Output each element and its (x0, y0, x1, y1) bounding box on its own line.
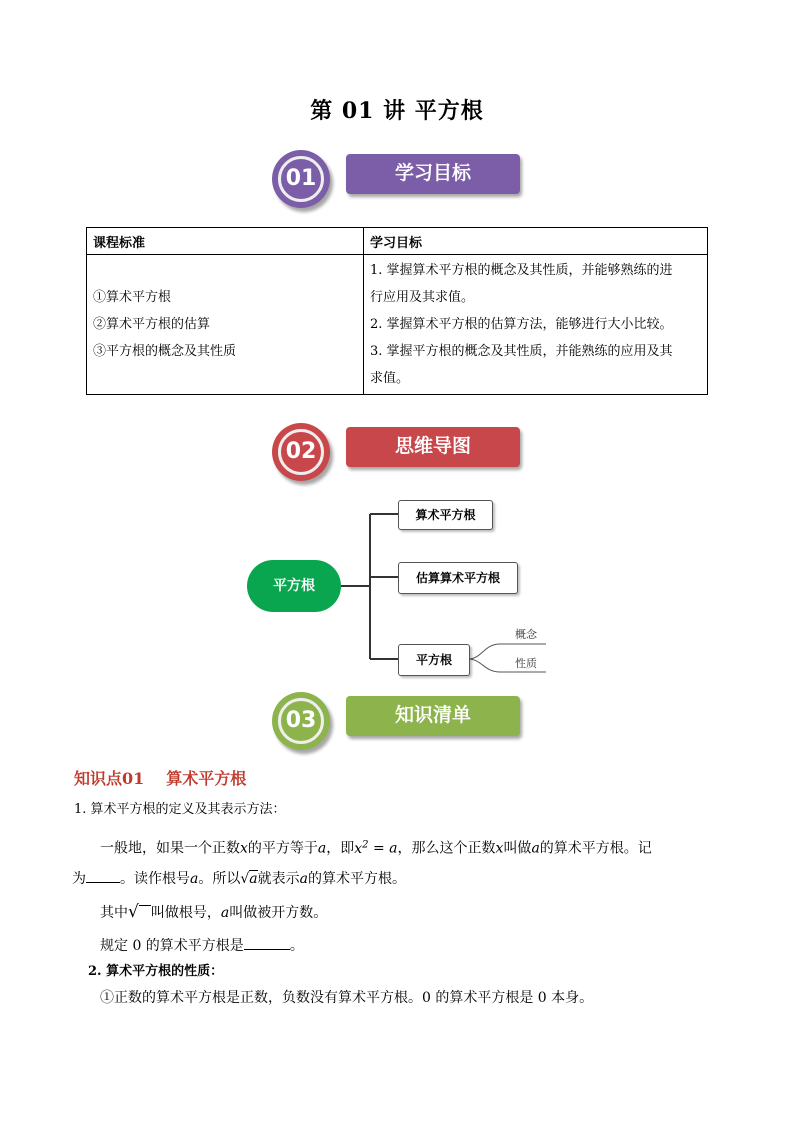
table-header-standards: 课程标准 (87, 228, 364, 255)
section-label: 思维导图 (346, 427, 520, 467)
section-number: 03 (278, 698, 324, 744)
section-number: 02 (278, 429, 324, 475)
item-definition: 1. 算术平方根的定义及其表示方法： (74, 802, 286, 817)
sqrt-a-symbol: √a (240, 871, 258, 887)
knowledge-number: 知识点01 (74, 769, 145, 788)
paragraph-radical (100, 902, 327, 923)
text: 的算术平方根。 (308, 871, 406, 887)
fill-blank (244, 935, 290, 950)
var-a: a (220, 905, 230, 921)
standard-item: ①算术平方根 (93, 290, 172, 305)
radical-sign-icon: √ (128, 902, 151, 922)
mindmap-node-square-root: 平方根 (398, 644, 470, 676)
text: 一般地，如果一个正数 (100, 840, 240, 857)
text: 叫做被开方数。 (229, 905, 328, 921)
text: ，即 (326, 840, 355, 857)
var-a: a (190, 871, 199, 887)
mindmap-leaf-property: 性质 (515, 657, 537, 670)
section-label: 知识清单 (346, 696, 520, 736)
text: 。所以 (198, 871, 241, 887)
goal-line: 1. 掌握算术平方根的概念及其性质，并能够熟练的进 (370, 263, 673, 278)
text: 。 (289, 938, 304, 954)
knowledge-heading (74, 766, 246, 789)
var-x: x (240, 840, 248, 857)
standard-item: ②算术平方根的估算 (93, 317, 211, 332)
mindmap-root: 平方根 (247, 560, 341, 612)
section-label: 学习目标 (346, 154, 520, 194)
text: 。读作根号 (120, 871, 190, 887)
standard-item: ③平方根的概念及其性质 (93, 344, 237, 359)
knowledge-title: 算术平方根 (166, 769, 247, 788)
var-a: a (299, 871, 308, 887)
goal-line: 行应用及其求值。 (370, 290, 475, 305)
mindmap-leaf-concept: 概念 (515, 628, 537, 641)
equation-rhs: = a (373, 840, 398, 857)
page-title: 第 01 讲 平方根 (310, 98, 484, 124)
paragraph-zero-rule (100, 935, 304, 956)
equation-x-squared: $x^2$ (354, 839, 369, 857)
text: 为 (72, 871, 86, 887)
var-x: x (495, 840, 504, 857)
mindmap-node-arithmetic-root: 算术平方根 (398, 500, 493, 530)
text: 就表示 (257, 871, 300, 887)
paragraph-notation (72, 868, 406, 889)
text: 的平方等于 (247, 840, 318, 857)
fill-blank (86, 868, 120, 883)
text: 的算术平方根。记 (539, 840, 652, 857)
var-a: a (531, 840, 540, 857)
section-number-badge (272, 692, 330, 750)
table-header-goals: 学习目标 (364, 228, 708, 255)
section-header-knowledge (270, 692, 530, 752)
mindmap-node-estimate: 估算算术平方根 (398, 562, 518, 594)
goal-line: 2. 掌握算术平方根的估算方法，能够进行大小比较。 (370, 317, 673, 332)
paragraph-property-1: ①正数的算术平方根是正数，负数没有算术平方根。0 的算术平方根是 0 本身。 (100, 990, 594, 1006)
goal-line: 求值。 (370, 371, 410, 386)
text: 叫做 (503, 840, 532, 857)
paragraph-definition (100, 835, 652, 859)
section-number: 01 (278, 156, 324, 202)
goal-line: 3. 掌握平方根的概念及其性质，并能熟练的应用及其 (370, 344, 673, 359)
text: ，那么这个正数 (397, 840, 496, 857)
text: 其中 (100, 905, 128, 921)
var-a: a (317, 840, 327, 857)
text: 叫做根号， (150, 905, 221, 921)
text: 规定 0 的算术平方根是 (100, 938, 244, 954)
item-properties: 2. 算术平方根的性质： (88, 964, 224, 979)
